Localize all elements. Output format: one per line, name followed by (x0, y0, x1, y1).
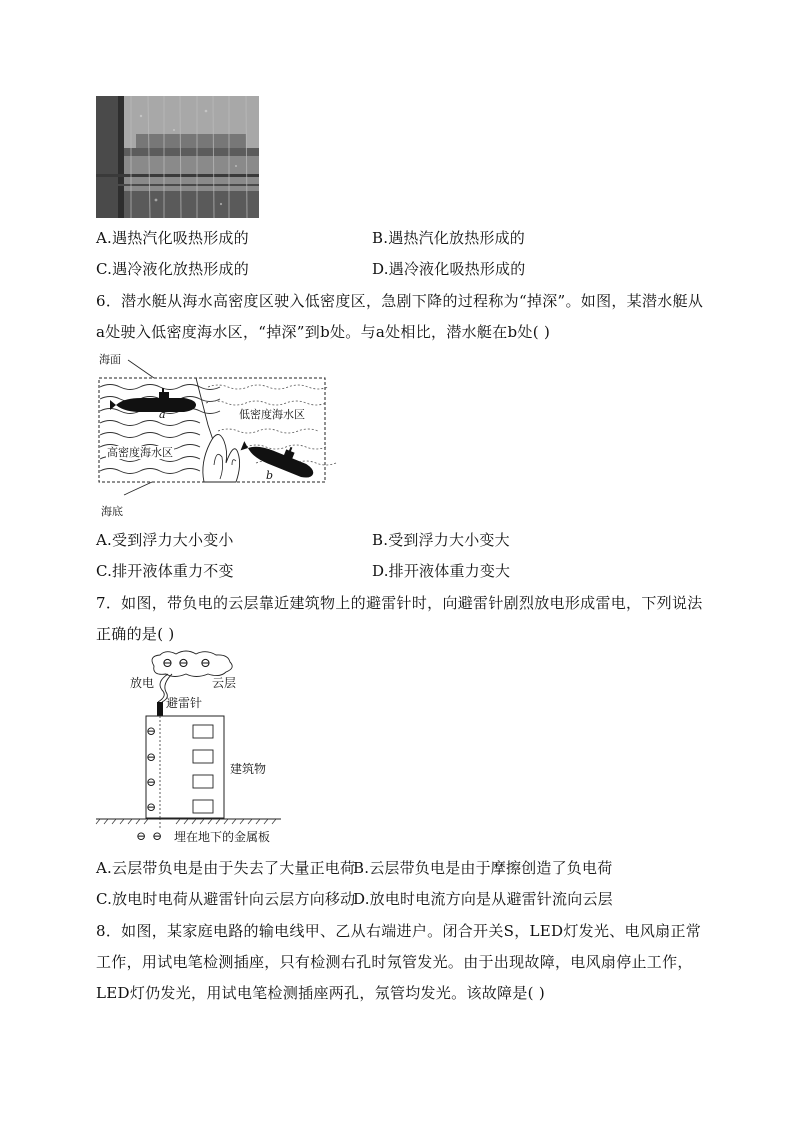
lightning-figure (96, 652, 356, 847)
q5-option-b: B.遇热汽化放热形成的 (372, 229, 525, 247)
q7-option-b: B.云层带负电是由于摩擦创造了负电荷 (353, 859, 613, 877)
q6-stem: 6．潜水艇从海水高密度区驶入低密度区，急剧下降的过程称为“掉深”。如图，某潜水艇从a处驶入低密度海水区，“掉深”到b处。与a处相比，潜水艇在b处( ) (96, 292, 704, 341)
building-charge-2: ⊖ (146, 750, 157, 764)
q7-option-c: C.放电时电荷从避雷针向云层方向移动 (96, 890, 356, 908)
metal-plate-label: 埋在地下的金属板 (174, 830, 271, 844)
cloud-charge-1: ⊖ (162, 656, 173, 671)
q7-option-d: D.放电时电流方向是从避雷针流向云层 (353, 890, 613, 908)
q5-option-c: C.遇冷液化放热形成的 (96, 260, 249, 278)
building-charge-3: ⊖ (146, 775, 157, 789)
ground-charge-1: ⊖ (136, 829, 147, 843)
q6-option-b: B.受到浮力大小变大 (372, 531, 510, 549)
q6-option-c: C.排开液体重力不变 (96, 562, 234, 580)
q7-stem: 7．如图，带负电的云层靠近建筑物上的避雷针时，向避雷针剧烈放电形成雷电，下列说法正确的是( ) (96, 594, 703, 643)
q5-option-a: A.遇热汽化吸热形成的 (96, 229, 249, 247)
cloud-charge-3: ⊖ (200, 656, 211, 671)
cloud-charge-2: ⊖ (178, 656, 189, 671)
point-b-label: b (266, 469, 274, 482)
sea-surface-label: 海面 (99, 353, 121, 366)
q7-option-a: A.云层带负电是由于失去了大量正电荷 (96, 859, 356, 877)
lightning-rod-label: 避雷针 (166, 696, 203, 710)
q6-option-a: A.受到浮力大小变小 (96, 531, 234, 549)
seabed-label: 海底 (101, 505, 123, 518)
rainy-window-photo (96, 96, 259, 218)
submarine-figure (96, 345, 336, 520)
building-label: 建筑物 (230, 762, 267, 776)
building-charge-1: ⊖ (146, 724, 157, 738)
ground-charge-2: ⊖ (152, 829, 163, 843)
q8-stem: 8．如图，某家庭电路的输电线甲、乙从右端进户。闭合开关S，LED灯发光、电风扇正常工作，用试电笔检测插座，只有检测右孔时氖管发光。由于出现故障，电风扇停止工作，LED灯仍发光，用试电笔检测插座两孔，氖管均发光。该故障是( ) (96, 922, 702, 1002)
high-density-label: 高密度海水区 (107, 446, 173, 459)
q5-option-d: D.遇冷液化吸热形成的 (372, 260, 526, 278)
submarine-b-icon (240, 430, 319, 481)
point-a-label: a (159, 408, 166, 421)
cloud-label: 云层 (212, 676, 237, 690)
discharge-label: 放电 (130, 676, 155, 690)
q6-option-d: D.排开液体重力变大 (372, 562, 511, 580)
building-charge-4: ⊖ (146, 800, 157, 814)
low-density-label: 低密度海水区 (239, 408, 305, 421)
